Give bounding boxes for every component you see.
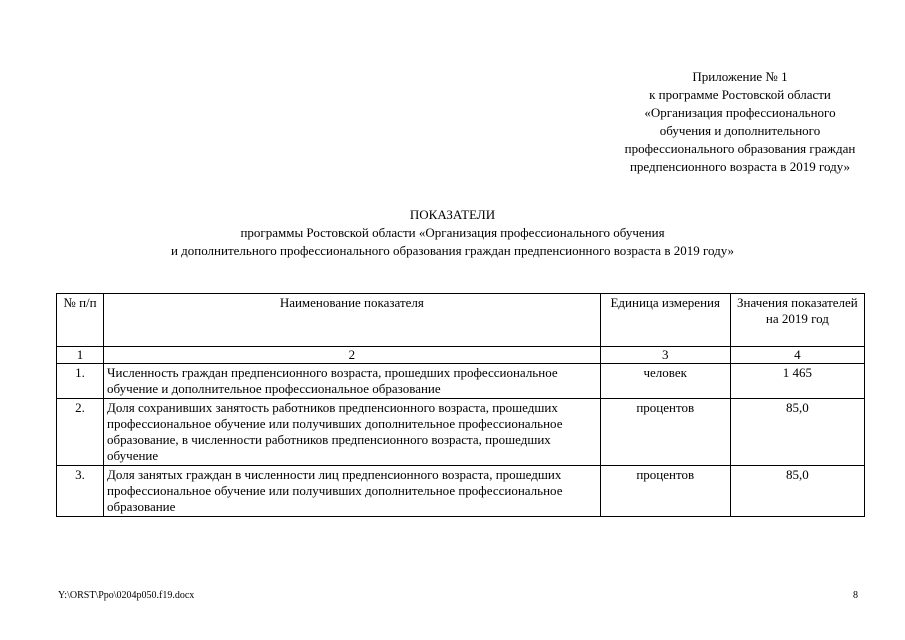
title-heading: ПОКАЗАТЕЛИ bbox=[409, 207, 496, 222]
row-number: 1. bbox=[57, 364, 104, 399]
column-number: 3 bbox=[600, 347, 730, 364]
title-line-2: и дополнительного профессионального образования граждан предпенсионного возраста в 2019 году» bbox=[170, 243, 735, 258]
row-number: 2. bbox=[57, 399, 104, 466]
title-line-1: программы Ростовской области «Организация профессионального обучения bbox=[240, 225, 665, 240]
column-number: 1 bbox=[57, 347, 104, 364]
appendix-block bbox=[560, 68, 905, 176]
row-unit: процентов bbox=[600, 466, 730, 517]
header-number: № п/п bbox=[57, 294, 104, 347]
appendix-line: к программе Ростовской области bbox=[649, 87, 831, 102]
table-row bbox=[57, 466, 865, 517]
row-indicator-name: Доля сохранивших занятость работников предпенсионного возраста, прошедших профессиональное обучение или получивших дополнительное профессиональное образование, в численности работников предпенсионного возраста, прошедших обучение bbox=[104, 399, 601, 466]
row-indicator-name: Численность граждан предпенсионного возраста, прошедших профессиональное обучение и дополнительное профессиональное образование bbox=[104, 364, 601, 399]
row-unit: процентов bbox=[600, 399, 730, 466]
indicators-table bbox=[56, 293, 865, 517]
row-value: 85,0 bbox=[730, 399, 864, 466]
column-number-row bbox=[57, 347, 865, 364]
header-value: Значения показателей на 2019 год bbox=[730, 294, 864, 347]
appendix-line: предпенсионного возраста в 2019 году» bbox=[629, 159, 851, 174]
row-number: 3. bbox=[57, 466, 104, 517]
appendix-line: профессионального образования граждан bbox=[624, 141, 856, 156]
row-indicator-name: Доля занятых граждан в численности лиц предпенсионного возраста, прошедших профессиональное обучение или получивших дополнительное профессиональное образование bbox=[104, 466, 601, 517]
table-header-row bbox=[57, 294, 865, 347]
document-title bbox=[0, 206, 905, 260]
column-number: 4 bbox=[730, 347, 864, 364]
footer-page-number: 8 bbox=[853, 590, 858, 601]
footer-file-path: Y:\ORST\Ppo\0204p050.f19.docx bbox=[58, 590, 195, 601]
header-unit: Единица измерения bbox=[600, 294, 730, 347]
appendix-line: Приложение № 1 bbox=[692, 69, 788, 84]
row-unit: человек bbox=[600, 364, 730, 399]
row-value: 1 465 bbox=[730, 364, 864, 399]
appendix-line: «Организация профессионального bbox=[644, 105, 836, 120]
header-indicator-name: Наименование показателя bbox=[104, 294, 601, 347]
column-number: 2 bbox=[104, 347, 601, 364]
appendix-line: обучения и дополнительного bbox=[659, 123, 821, 138]
table-row bbox=[57, 364, 865, 399]
table-row bbox=[57, 399, 865, 466]
row-value: 85,0 bbox=[730, 466, 864, 517]
